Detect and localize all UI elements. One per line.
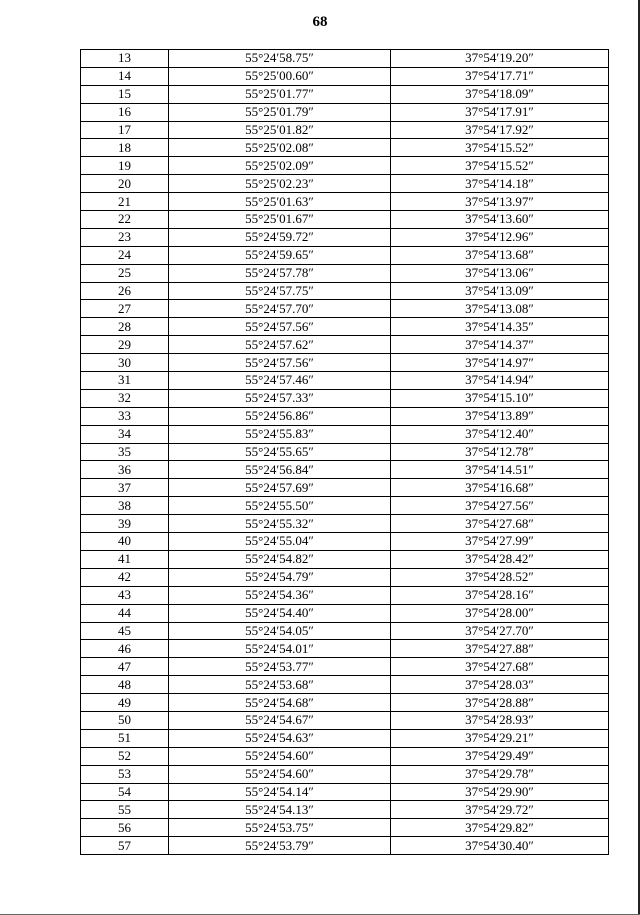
point-number-cell: 13 [81, 50, 169, 68]
longitude-cell: 37°54′27.70″ [391, 622, 609, 640]
point-number-cell: 57 [81, 837, 169, 855]
point-number-cell: 22 [81, 211, 169, 229]
longitude-cell: 37°54′13.60″ [391, 211, 609, 229]
point-number-cell: 19 [81, 157, 169, 175]
table-row [81, 658, 609, 676]
longitude-cell: 37°54′14.18″ [391, 175, 609, 193]
point-number-cell: 56 [81, 819, 169, 837]
latitude-cell: 55°24′57.75″ [169, 282, 391, 300]
longitude-cell: 37°54′13.68″ [391, 246, 609, 264]
table-row [81, 729, 609, 747]
longitude-cell: 37°54′28.00″ [391, 604, 609, 622]
page-number: 68 [312, 14, 328, 30]
longitude-cell: 37°54′13.08″ [391, 300, 609, 318]
table-row [81, 407, 609, 425]
longitude-cell: 37°54′29.90″ [391, 783, 609, 801]
table-row [81, 121, 609, 139]
point-number-cell: 33 [81, 407, 169, 425]
point-number-cell: 32 [81, 389, 169, 407]
point-number-cell: 20 [81, 175, 169, 193]
latitude-cell: 55°25′02.23″ [169, 175, 391, 193]
point-number-cell: 21 [81, 193, 169, 211]
longitude-cell: 37°54′17.92″ [391, 121, 609, 139]
table-row [81, 443, 609, 461]
longitude-cell: 37°54′13.89″ [391, 407, 609, 425]
table-row [81, 604, 609, 622]
longitude-cell: 37°54′28.03″ [391, 676, 609, 694]
latitude-cell: 55°24′55.04″ [169, 533, 391, 551]
longitude-cell: 37°54′18.09″ [391, 85, 609, 103]
table-row [81, 389, 609, 407]
latitude-cell: 55°25′01.82″ [169, 121, 391, 139]
longitude-cell: 37°54′28.16″ [391, 586, 609, 604]
latitude-cell: 55°24′55.83″ [169, 425, 391, 443]
point-number-cell: 52 [81, 747, 169, 765]
point-number-cell: 30 [81, 354, 169, 372]
table-row [81, 801, 609, 819]
point-number-cell: 45 [81, 622, 169, 640]
table-row [81, 372, 609, 390]
table-row [81, 747, 609, 765]
coordinates-table-body [81, 50, 609, 855]
longitude-cell: 37°54′27.99″ [391, 533, 609, 551]
longitude-cell: 37°54′12.78″ [391, 443, 609, 461]
point-number-cell: 16 [81, 103, 169, 121]
longitude-cell: 37°54′17.71″ [391, 67, 609, 85]
longitude-cell: 37°54′28.52″ [391, 568, 609, 586]
latitude-cell: 55°25′00.60″ [169, 67, 391, 85]
point-number-cell: 29 [81, 336, 169, 354]
latitude-cell: 55°24′56.84″ [169, 461, 391, 479]
point-number-cell: 43 [81, 586, 169, 604]
table-row [81, 282, 609, 300]
latitude-cell: 55°24′57.33″ [169, 389, 391, 407]
latitude-cell: 55°24′54.01″ [169, 640, 391, 658]
table-row [81, 193, 609, 211]
point-number-cell: 47 [81, 658, 169, 676]
point-number-cell: 42 [81, 568, 169, 586]
coordinates-table [80, 49, 609, 855]
latitude-cell: 55°25′02.08″ [169, 139, 391, 157]
point-number-cell: 50 [81, 711, 169, 729]
latitude-cell: 55°24′57.69″ [169, 479, 391, 497]
point-number-cell: 41 [81, 550, 169, 568]
longitude-cell: 37°54′14.51″ [391, 461, 609, 479]
table-row [81, 139, 609, 157]
table-row [81, 819, 609, 837]
point-number-cell: 36 [81, 461, 169, 479]
latitude-cell: 55°24′54.63″ [169, 729, 391, 747]
longitude-cell: 37°54′28.88″ [391, 694, 609, 712]
latitude-cell: 55°24′57.56″ [169, 318, 391, 336]
longitude-cell: 37°54′17.91″ [391, 103, 609, 121]
latitude-cell: 55°24′54.13″ [169, 801, 391, 819]
longitude-cell: 37°54′13.09″ [391, 282, 609, 300]
point-number-cell: 48 [81, 676, 169, 694]
table-row [81, 461, 609, 479]
point-number-cell: 31 [81, 372, 169, 390]
latitude-cell: 55°24′58.75″ [169, 50, 391, 68]
latitude-cell: 55°24′54.67″ [169, 711, 391, 729]
point-number-cell: 27 [81, 300, 169, 318]
latitude-cell: 55°24′56.86″ [169, 407, 391, 425]
latitude-cell: 55°24′54.14″ [169, 783, 391, 801]
table-row [81, 497, 609, 515]
point-number-cell: 51 [81, 729, 169, 747]
table-row [81, 103, 609, 121]
point-number-cell: 49 [81, 694, 169, 712]
latitude-cell: 55°24′57.46″ [169, 372, 391, 390]
table-row [81, 336, 609, 354]
latitude-cell: 55°24′57.62″ [169, 336, 391, 354]
latitude-cell: 55°24′59.72″ [169, 228, 391, 246]
table-row [81, 515, 609, 533]
longitude-cell: 37°54′13.97″ [391, 193, 609, 211]
point-number-cell: 37 [81, 479, 169, 497]
table-row [81, 640, 609, 658]
point-number-cell: 46 [81, 640, 169, 658]
table-row [81, 783, 609, 801]
point-number-cell: 17 [81, 121, 169, 139]
longitude-cell: 37°54′29.21″ [391, 729, 609, 747]
table-row [81, 175, 609, 193]
latitude-cell: 55°25′01.67″ [169, 211, 391, 229]
table-row [81, 211, 609, 229]
point-number-cell: 34 [81, 425, 169, 443]
latitude-cell: 55°24′54.36″ [169, 586, 391, 604]
table-row [81, 85, 609, 103]
latitude-cell: 55°24′59.65″ [169, 246, 391, 264]
longitude-cell: 37°54′15.52″ [391, 139, 609, 157]
longitude-cell: 37°54′14.94″ [391, 372, 609, 390]
latitude-cell: 55°24′53.79″ [169, 837, 391, 855]
table-row [81, 50, 609, 68]
point-number-cell: 18 [81, 139, 169, 157]
longitude-cell: 37°54′30.40″ [391, 837, 609, 855]
latitude-cell: 55°25′01.79″ [169, 103, 391, 121]
longitude-cell: 37°54′13.06″ [391, 264, 609, 282]
longitude-cell: 37°54′16.68″ [391, 479, 609, 497]
latitude-cell: 55°24′54.68″ [169, 694, 391, 712]
longitude-cell: 37°54′29.49″ [391, 747, 609, 765]
point-number-cell: 15 [81, 85, 169, 103]
point-number-cell: 35 [81, 443, 169, 461]
point-number-cell: 44 [81, 604, 169, 622]
table-row [81, 533, 609, 551]
longitude-cell: 37°54′15.10″ [391, 389, 609, 407]
latitude-cell: 55°24′55.50″ [169, 497, 391, 515]
table-row [81, 676, 609, 694]
table-row [81, 157, 609, 175]
table-row [81, 837, 609, 855]
latitude-cell: 55°24′54.40″ [169, 604, 391, 622]
point-number-cell: 14 [81, 67, 169, 85]
longitude-cell: 37°54′29.78″ [391, 765, 609, 783]
latitude-cell: 55°24′55.32″ [169, 515, 391, 533]
latitude-cell: 55°24′54.60″ [169, 747, 391, 765]
latitude-cell: 55°24′57.56″ [169, 354, 391, 372]
longitude-cell: 37°54′14.37″ [391, 336, 609, 354]
longitude-cell: 37°54′14.35″ [391, 318, 609, 336]
table-row [81, 765, 609, 783]
point-number-cell: 40 [81, 533, 169, 551]
point-number-cell: 26 [81, 282, 169, 300]
latitude-cell: 55°24′55.65″ [169, 443, 391, 461]
longitude-cell: 37°54′27.68″ [391, 658, 609, 676]
latitude-cell: 55°24′54.60″ [169, 765, 391, 783]
longitude-cell: 37°54′14.97″ [391, 354, 609, 372]
longitude-cell: 37°54′27.88″ [391, 640, 609, 658]
latitude-cell: 55°24′54.79″ [169, 568, 391, 586]
latitude-cell: 55°25′01.63″ [169, 193, 391, 211]
longitude-cell: 37°54′12.40″ [391, 425, 609, 443]
latitude-cell: 55°24′57.70″ [169, 300, 391, 318]
point-number-cell: 28 [81, 318, 169, 336]
point-number-cell: 55 [81, 801, 169, 819]
table-row [81, 586, 609, 604]
longitude-cell: 37°54′27.56″ [391, 497, 609, 515]
longitude-cell: 37°54′12.96″ [391, 228, 609, 246]
latitude-cell: 55°24′54.05″ [169, 622, 391, 640]
latitude-cell: 55°24′53.77″ [169, 658, 391, 676]
table-row [81, 425, 609, 443]
latitude-cell: 55°24′53.75″ [169, 819, 391, 837]
point-number-cell: 25 [81, 264, 169, 282]
table-row [81, 354, 609, 372]
longitude-cell: 37°54′27.68″ [391, 515, 609, 533]
table-row [81, 568, 609, 586]
longitude-cell: 37°54′29.82″ [391, 819, 609, 837]
longitude-cell: 37°54′28.93″ [391, 711, 609, 729]
point-number-cell: 54 [81, 783, 169, 801]
table-row [81, 550, 609, 568]
table-row [81, 67, 609, 85]
table-row [81, 228, 609, 246]
longitude-cell: 37°54′28.42″ [391, 550, 609, 568]
table-row [81, 622, 609, 640]
longitude-cell: 37°54′29.72″ [391, 801, 609, 819]
latitude-cell: 55°24′57.78″ [169, 264, 391, 282]
point-number-cell: 24 [81, 246, 169, 264]
point-number-cell: 39 [81, 515, 169, 533]
table-row [81, 318, 609, 336]
point-number-cell: 53 [81, 765, 169, 783]
point-number-cell: 38 [81, 497, 169, 515]
table-row [81, 711, 609, 729]
table-row [81, 264, 609, 282]
point-number-cell: 23 [81, 228, 169, 246]
table-row [81, 246, 609, 264]
latitude-cell: 55°25′01.77″ [169, 85, 391, 103]
longitude-cell: 37°54′19.20″ [391, 50, 609, 68]
table-row [81, 694, 609, 712]
table-row [81, 300, 609, 318]
latitude-cell: 55°24′54.82″ [169, 550, 391, 568]
latitude-cell: 55°25′02.09″ [169, 157, 391, 175]
table-row [81, 479, 609, 497]
longitude-cell: 37°54′15.52″ [391, 157, 609, 175]
latitude-cell: 55°24′53.68″ [169, 676, 391, 694]
